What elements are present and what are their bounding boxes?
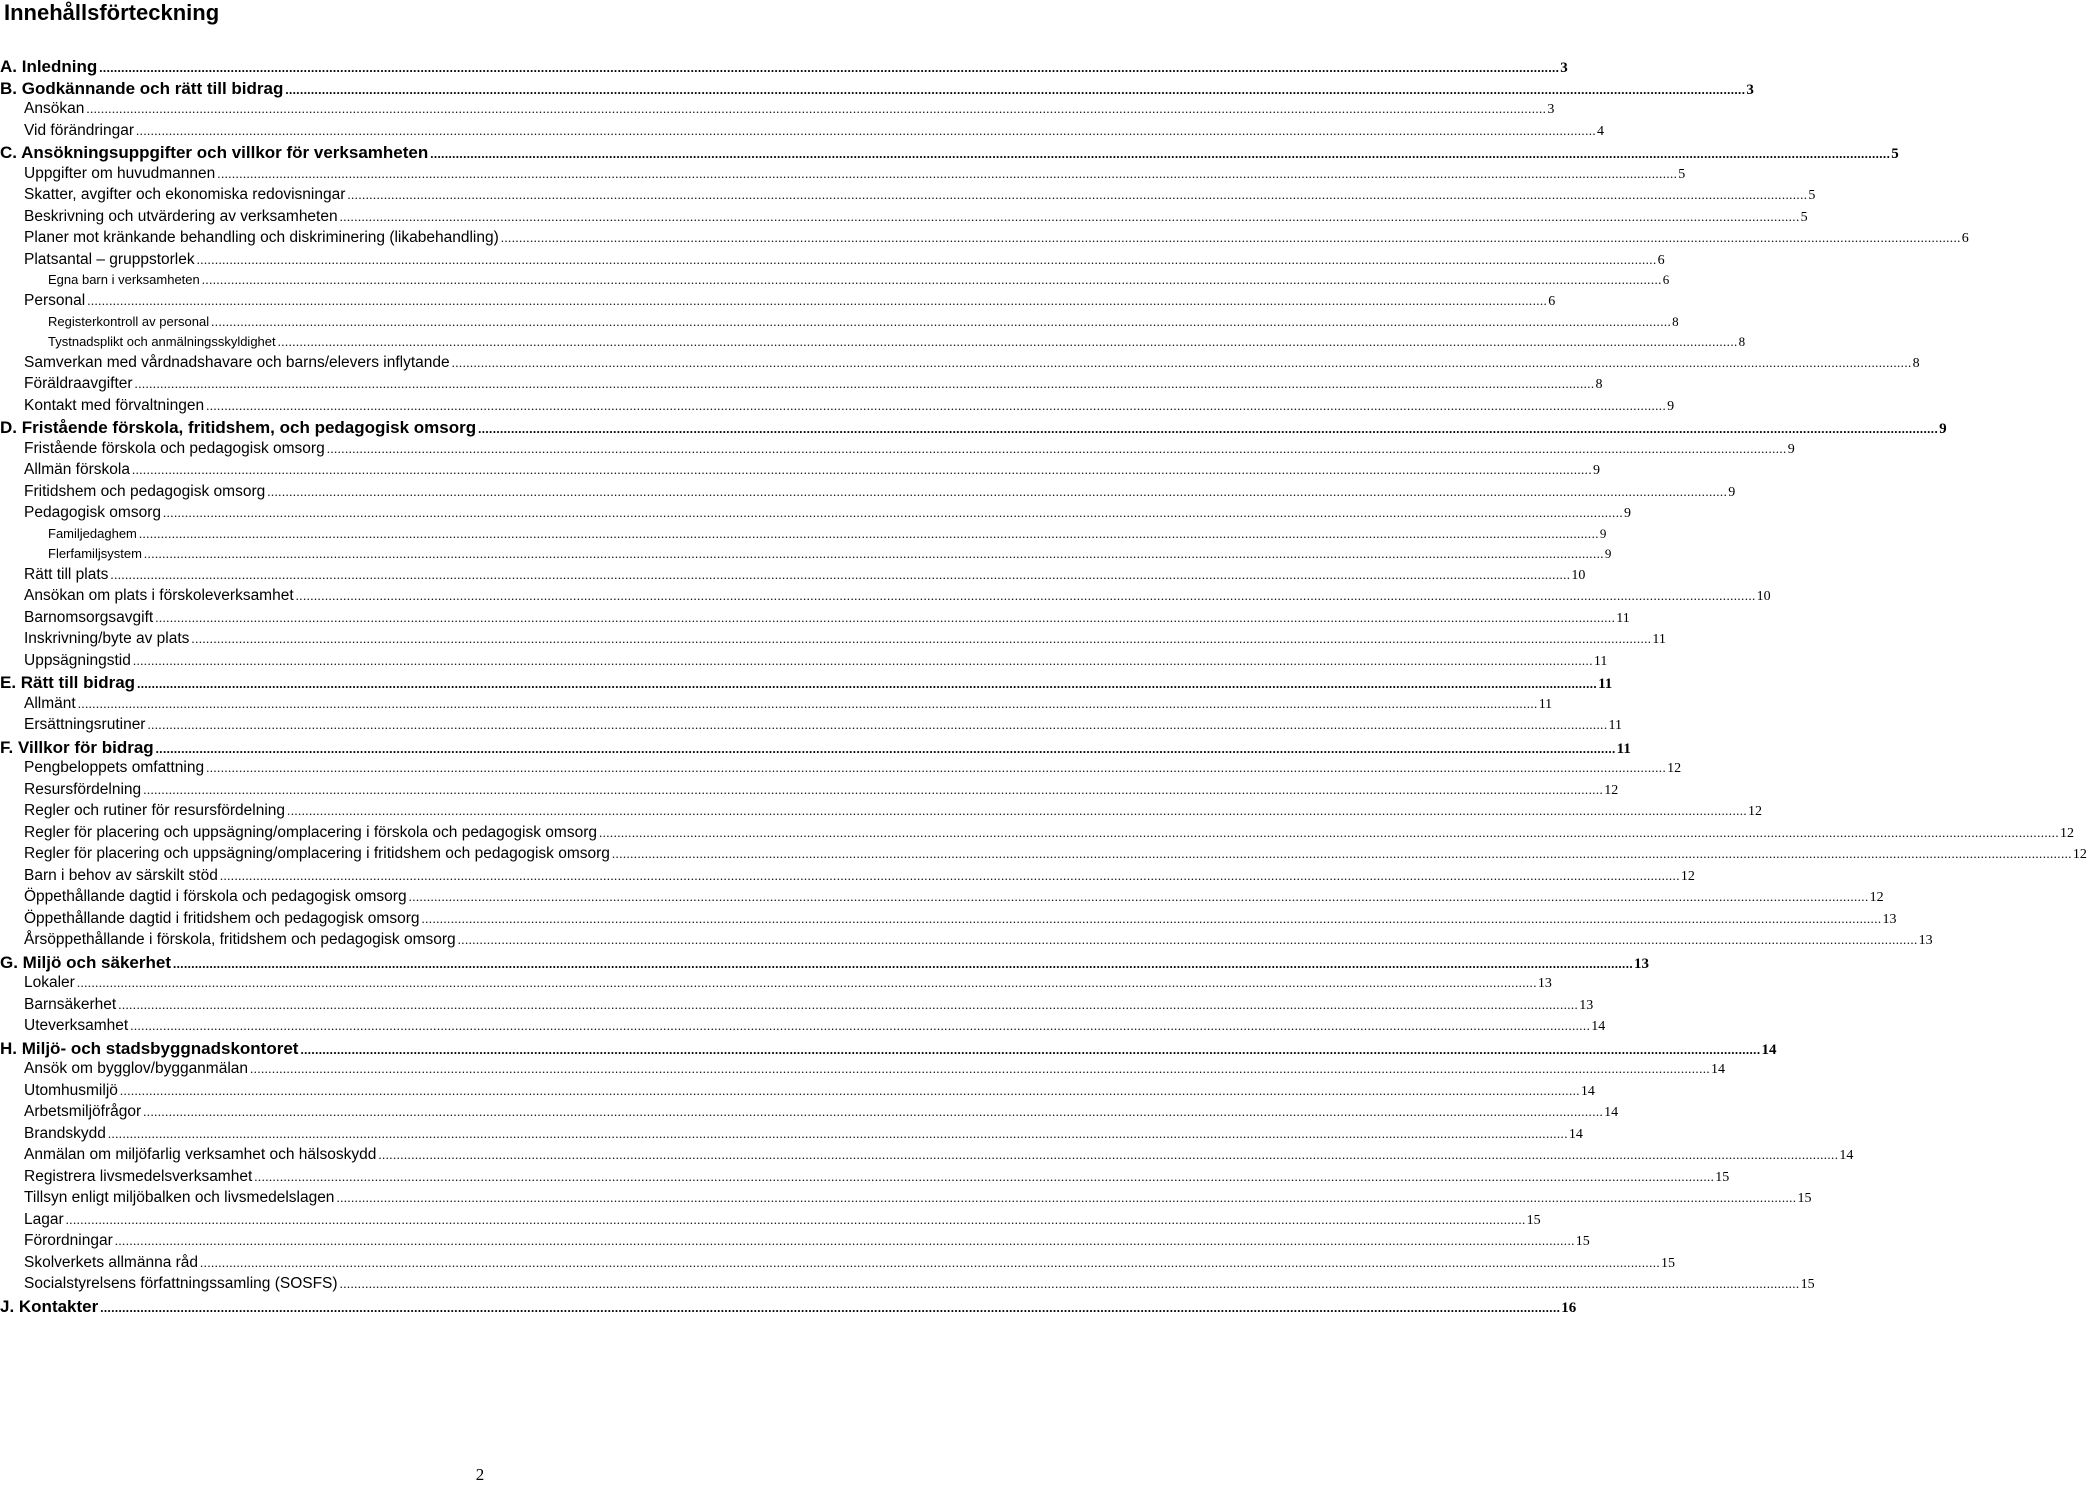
toc-entry-label: Vid förändringar — [24, 121, 135, 139]
toc-entry-page: 15 — [1526, 1212, 1541, 1228]
dot-leader: ................................................................................................................................................................................................................................................................................................................................................................................................................ — [336, 1190, 1797, 1205]
table-of-contents — [0, 57, 2087, 1318]
toc-entry[interactable] — [0, 888, 1884, 910]
toc-entry-label: Egna barn i verksamheten — [48, 272, 200, 287]
toc-entry-label: Samverkan med vårdnadshavare och barns/elevers inflytande — [24, 353, 450, 371]
toc-entry-page: 5 — [1800, 209, 1808, 225]
dot-leader: ................................................................................................................................................................................................................................................................................................................................................................................................................ — [201, 272, 1662, 287]
toc-entry-label: Tystnadsplikt och anmälningsskyldighet — [48, 333, 276, 349]
dot-leader: ................................................................................................................................................................................................................................................................................................................................................................................................................ — [250, 1061, 1711, 1076]
toc-entry-label: Familjedaghem — [48, 525, 137, 541]
toc-entry-page: 14 — [1580, 1083, 1595, 1099]
toc-entry[interactable] — [0, 482, 1736, 505]
toc-entry-page: 13 — [1634, 955, 1649, 972]
toc-entry-page: 12 — [2059, 825, 2074, 841]
toc-entry-label: Allmän förskola — [24, 461, 130, 478]
dot-leader: ................................................................................................................................................................................................................................................................................................................................................................................................................ — [300, 1041, 1761, 1057]
toc-entry[interactable] — [0, 1060, 1726, 1082]
toc-entry[interactable] — [0, 1210, 1541, 1233]
toc-entry-label: Tillsyn enligt miljöbalken och livsmedelslagen — [24, 1189, 335, 1206]
toc-entry[interactable] — [0, 504, 1631, 526]
dot-leader: ................................................................................................................................................................................................................................................................................................................................................................................................................ — [191, 631, 1652, 646]
dot-leader: ................................................................................................................................................................................................................................................................................................................................................................................................................ — [217, 165, 1678, 181]
toc-entry[interactable] — [0, 1167, 1730, 1190]
dot-leader: ................................................................................................................................................................................................................................................................................................................................................................................................................ — [136, 122, 1597, 138]
toc-entry[interactable] — [0, 250, 1665, 273]
toc-entry[interactable] — [0, 608, 1630, 631]
dot-leader: ................................................................................................................................................................................................................................................................................................................................................................................................................ — [254, 1168, 1715, 1184]
toc-entry-page: 12 — [1869, 890, 1884, 905]
toc-entry-label: Anmälan om miljöfarlig verksamhet och hälsoskydd — [24, 1146, 377, 1163]
toc-entry[interactable] — [0, 1253, 1676, 1276]
toc-entry-page: 16 — [1561, 1299, 1577, 1316]
toc-entry-label: Ansökan — [24, 100, 85, 117]
toc-entry[interactable] — [0, 333, 1746, 354]
toc-entry[interactable] — [0, 759, 1682, 781]
dot-leader: ................................................................................................................................................................................................................................................................................................................................................................................................................ — [598, 824, 2059, 840]
toc-entry-page: 9 — [1667, 398, 1675, 414]
toc-entry[interactable] — [0, 1296, 1577, 1319]
dot-leader: ................................................................................................................................................................................................................................................................................................................................................................................................................ — [378, 1147, 1839, 1162]
toc-entry-page: 15 — [1797, 1191, 1812, 1206]
dot-leader: ................................................................................................................................................................................................................................................................................................................................................................................................................ — [500, 230, 1961, 245]
toc-entry-label: E. Rätt till bidrag — [0, 673, 136, 692]
dot-leader: ................................................................................................................................................................................................................................................................................................................................................................................................................ — [611, 846, 2072, 861]
dot-leader: ................................................................................................................................................................................................................................................................................................................................................................................................................ — [277, 333, 1738, 349]
toc-entry[interactable] — [0, 651, 1608, 674]
dot-leader: ................................................................................................................................................................................................................................................................................................................................................................................................................ — [287, 803, 1748, 818]
toc-entry-page: 10 — [1756, 589, 1771, 604]
toc-entry-label: Resursfördelning — [24, 780, 142, 798]
toc-entry-page: 13 — [1918, 933, 1933, 948]
toc-entry-label: Öppethållande dagtid i förskola och pedagogisk omsorg — [24, 888, 407, 905]
toc-entry[interactable] — [0, 164, 1686, 187]
toc-entry-label: Uppsägningstid — [24, 651, 131, 669]
toc-entry-label: H. Miljö- och stadsbyggnadskontoret — [0, 1038, 299, 1058]
toc-entry[interactable] — [0, 229, 1969, 251]
toc-entry-page: 6 — [1657, 252, 1665, 268]
toc-entry-label: Utomhusmiljö — [24, 1081, 118, 1099]
toc-entry-page: 15 — [1800, 1277, 1815, 1292]
toc-entry-page: 12 — [1667, 761, 1682, 776]
toc-entry-page: 15 — [1715, 1169, 1730, 1185]
dot-leader: ................................................................................................................................................................................................................................................................................................................................................................................................................ — [131, 462, 1592, 477]
toc-entry[interactable] — [0, 100, 1555, 122]
toc-entry[interactable] — [0, 313, 1679, 334]
toc-entry[interactable] — [0, 845, 2087, 867]
toc-entry-label: Socialstyrelsens författningssamling (SOSFS) — [24, 1275, 338, 1292]
toc-entry-label: Årsöppethållande i förskola, fritidshem och pedagogisk omsorg — [24, 931, 456, 948]
toc-entry[interactable] — [0, 673, 1613, 695]
toc-entry[interactable] — [0, 121, 1605, 144]
dot-leader: ................................................................................................................................................................................................................................................................................................................................................................................................................ — [107, 1125, 1568, 1141]
toc-entry-page: 6 — [1548, 294, 1556, 309]
dot-leader: ................................................................................................................................................................................................................................................................................................................................................................................................................ — [143, 781, 1604, 797]
toc-entry-label: Beskrivning och utvärdering av verksamheten — [24, 207, 338, 225]
toc-entry-page: 3 — [1746, 81, 1754, 98]
toc-entry-label: Uppgifter om huvudmannen — [24, 164, 216, 182]
toc-entry[interactable] — [0, 630, 1666, 652]
toc-entry-page: 8 — [1672, 313, 1679, 329]
toc-entry-label: Flerfamiljsystem — [48, 545, 142, 561]
toc-entry[interactable] — [0, 1275, 1815, 1297]
toc-entry[interactable] — [0, 57, 1568, 79]
page-number: 2 — [475, 1465, 485, 1484]
toc-entry[interactable] — [0, 737, 1631, 760]
toc-entry-page: 12 — [1748, 804, 1763, 819]
toc-entry[interactable] — [0, 1232, 1590, 1254]
dot-leader: ................................................................................................................................................................................................................................................................................................................................................................................................................ — [173, 955, 1633, 971]
toc-entry[interactable] — [0, 952, 1649, 975]
toc-entry[interactable] — [0, 587, 1771, 609]
toc-entry[interactable] — [0, 186, 1816, 208]
toc-entry-page: 14 — [1604, 1105, 1619, 1120]
toc-entry-label: Barnsäkerhet — [24, 995, 117, 1013]
dot-leader: ................................................................................................................................................................................................................................................................................................................................................................................................................ — [421, 910, 1882, 926]
toc-entry-page: 11 — [1538, 696, 1553, 712]
toc-entry[interactable] — [0, 1124, 1583, 1147]
toc-entry-page: 8 — [1912, 355, 1920, 371]
toc-entry[interactable] — [0, 78, 1754, 101]
toc-entry[interactable] — [0, 418, 1947, 440]
toc-entry-page: 6 — [1961, 231, 1969, 246]
toc-entry[interactable] — [0, 823, 2074, 846]
toc-entry-page: 15 — [1661, 1255, 1676, 1271]
dot-leader: ................................................................................................................................................................................................................................................................................................................................................................................................................ — [457, 932, 1918, 947]
toc-entry-label: Öppethållande dagtid i fritidshem och pedagogisk omsorg — [24, 909, 420, 927]
toc-entry-label: C. Ansökningsuppgifter och villkor för verksamheten — [0, 143, 429, 162]
dot-leader: ................................................................................................................................................................................................................................................................................................................................................................................................................ — [134, 376, 1595, 391]
toc-entry-label: Barnomsorgsavgift — [24, 608, 154, 626]
dot-leader: ................................................................................................................................................................................................................................................................................................................................................................................................................ — [118, 996, 1579, 1012]
toc-entry[interactable] — [0, 995, 1594, 1018]
toc-entry-label: F. Villkor för bidrag — [0, 737, 154, 757]
toc-entry-page: 5 — [1808, 188, 1816, 203]
dot-leader: ................................................................................................................................................................................................................................................................................................................................................................................................................ — [219, 867, 1680, 883]
dot-leader: ................................................................................................................................................................................................................................................................................................................................................................................................................ — [408, 889, 1869, 904]
toc-entry[interactable] — [0, 780, 1619, 803]
toc-entry[interactable] — [0, 461, 1600, 483]
toc-entry-page: 11 — [1593, 653, 1608, 669]
dot-leader: ................................................................................................................................................................................................................................................................................................................................................................................................................ — [143, 1104, 1604, 1119]
toc-entry-page: 11 — [1598, 676, 1613, 692]
toc-entry-page: 13 — [1579, 997, 1594, 1013]
toc-entry[interactable] — [0, 694, 1553, 717]
dot-leader: ................................................................................................................................................................................................................................................................................................................................................................................................................ — [267, 483, 1728, 499]
toc-entry-page: 11 — [1616, 610, 1630, 626]
toc-entry-label: Allmänt — [24, 694, 76, 712]
toc-entry-label: Personal — [24, 292, 86, 309]
dot-leader: ................................................................................................................................................................................................................................................................................................................................................................................................................ — [326, 440, 1787, 456]
toc-entry-label: Ansökan om plats i förskoleverksamhet — [24, 587, 294, 604]
toc-entry-page: 6 — [1662, 272, 1670, 287]
toc-entry-label: Ansök om bygglov/bygganmälan — [24, 1060, 249, 1077]
toc-entry-page: 13 — [1537, 976, 1552, 991]
toc-entry-page: 3 — [1560, 60, 1568, 76]
toc-entry-label: Regler för placering och uppsägning/omplacering i förskola och pedagogisk omsorg — [24, 823, 597, 841]
dot-leader: ................................................................................................................................................................................................................................................................................................................................................................................................................ — [196, 251, 1657, 267]
toc-entry-label: Regler och rutiner för resursfördelning — [24, 802, 286, 819]
toc-entry[interactable] — [0, 909, 1897, 932]
toc-entry-page: 12 — [1604, 782, 1619, 798]
toc-entry[interactable] — [0, 353, 1920, 376]
toc-entry-label: G. Miljö och säkerhet — [0, 952, 171, 972]
toc-entry[interactable] — [0, 272, 1670, 292]
toc-entry[interactable] — [0, 439, 1795, 462]
toc-entry-page: 14 — [1591, 1019, 1606, 1034]
dot-leader: ................................................................................................................................................................................................................................................................................................................................................................................................................ — [147, 717, 1608, 732]
toc-entry-label: J. Kontakter — [0, 1296, 99, 1316]
dot-leader: ................................................................................................................................................................................................................................................................................................................................................................................................................ — [100, 1299, 1561, 1315]
toc-entry-page: 12 — [1680, 868, 1695, 884]
toc-entry-page: 9 — [1939, 421, 1947, 437]
toc-entry-page: 10 — [1571, 567, 1586, 583]
toc-entry-label: Skatter, avgifter och ekonomiska redovisningar — [24, 186, 346, 203]
toc-entry-page: 13 — [1882, 911, 1897, 927]
toc-entry-label: Fritidshem och pedagogisk omsorg — [24, 482, 266, 500]
toc-entry-label: Inskrivning/byte av plats — [24, 630, 190, 647]
toc-entry-label: Rätt till plats — [24, 565, 109, 583]
dot-leader: ................................................................................................................................................................................................................................................................................................................................................................................................................ — [206, 397, 1667, 413]
dot-leader: ................................................................................................................................................................................................................................................................................................................................................................................................................ — [143, 545, 1604, 561]
dot-leader: ................................................................................................................................................................................................................................................................................................................................................................................................................ — [99, 60, 1560, 75]
toc-entry-page: 9 — [1592, 463, 1600, 478]
toc-entry-label: Brandskydd — [24, 1124, 106, 1142]
toc-entry-label: Skolverkets allmänna råd — [24, 1253, 199, 1271]
toc-entry-label: Arbetsmiljöfrågor — [24, 1103, 142, 1120]
dot-leader: ................................................................................................................................................................................................................................................................................................................................................................................................................ — [163, 505, 1623, 520]
toc-entry-label: Platsantal – gruppstorlek — [24, 250, 195, 268]
toc-entry-page: 9 — [1728, 484, 1736, 500]
toc-title: Innehållsförteckning — [4, 0, 220, 25]
dot-leader: ................................................................................................................................................................................................................................................................................................................................................................................................................ — [65, 1211, 1526, 1227]
dot-leader: ................................................................................................................................................................................................................................................................................................................................................................................................................ — [76, 975, 1537, 990]
dot-leader: ................................................................................................................................................................................................................................................................................................................................................................................................................ — [295, 588, 1756, 603]
dot-leader: ................................................................................................................................................................................................................................................................................................................................................................................................................ — [138, 525, 1599, 541]
toc-entry-page: 14 — [1711, 1062, 1726, 1077]
toc-entry[interactable] — [0, 1103, 1619, 1125]
toc-entry-page: 4 — [1597, 123, 1605, 139]
dot-leader: ................................................................................................................................................................................................................................................................................................................................................................................................................ — [110, 566, 1571, 582]
toc-entry-label: Regler för placering och uppsägning/omplacering i fritidshem och pedagogisk omsorg — [24, 845, 610, 862]
dot-leader: ................................................................................................................................................................................................................................................................................................................................................................................................................ — [200, 1254, 1661, 1270]
toc-entry-label: Lokaler — [24, 974, 75, 991]
dot-leader: ................................................................................................................................................................................................................................................................................................................................................................................................................ — [87, 293, 1548, 308]
dot-leader: ................................................................................................................................................................................................................................................................................................................................................................................................................ — [119, 1082, 1580, 1098]
toc-entry[interactable] — [0, 802, 1763, 824]
toc-entry-page: 14 — [1839, 1148, 1854, 1163]
dot-leader: ................................................................................................................................................................................................................................................................................................................................................................................................................ — [430, 146, 1891, 161]
toc-entry[interactable] — [0, 931, 1933, 953]
toc-entry-page: 5 — [1891, 146, 1899, 162]
dot-leader: ................................................................................................................................................................................................................................................................................................................................................................................................................ — [137, 676, 1598, 691]
toc-entry-label: Registerkontroll av personal — [48, 313, 210, 329]
toc-entry[interactable] — [0, 545, 1612, 566]
toc-entry[interactable] — [0, 396, 1675, 419]
toc-entry-label: B. Godkännande och rätt till bidrag — [0, 78, 284, 98]
toc-entry[interactable] — [0, 525, 1607, 546]
toc-entry-page: 14 — [1568, 1126, 1583, 1142]
dot-leader: ................................................................................................................................................................................................................................................................................................................................................................................................................ — [130, 1018, 1591, 1033]
toc-entry[interactable] — [0, 143, 1899, 165]
toc-entry-page: 8 — [1595, 377, 1603, 392]
toc-entry-label: Kontakt med förvaltningen — [24, 396, 205, 414]
toc-entry-label: Fristående förskola och pedagogisk omsorg — [24, 439, 325, 457]
toc-entry[interactable] — [0, 974, 1552, 996]
dot-leader: ................................................................................................................................................................................................................................................................................................................................................................................................................ — [339, 1276, 1800, 1291]
toc-entry-label: Uteverksamhet — [24, 1017, 129, 1034]
toc-entry-label: Föräldraavgifter — [24, 375, 133, 392]
toc-entry-page: 9 — [1787, 441, 1795, 457]
toc-entry-page: 11 — [1652, 632, 1666, 647]
toc-entry-page: 15 — [1575, 1234, 1590, 1249]
toc-entry-label: Förordningar — [24, 1232, 113, 1249]
toc-entry-page: 14 — [1761, 1041, 1777, 1058]
dot-leader: ................................................................................................................................................................................................................................................................................................................................................................................................................ — [285, 81, 1746, 97]
toc-entry-label: Lagar — [24, 1210, 64, 1228]
toc-entry[interactable] — [0, 565, 1586, 588]
toc-entry[interactable] — [0, 1081, 1595, 1104]
toc-entry[interactable] — [0, 1189, 1812, 1211]
toc-entry[interactable] — [0, 866, 1695, 889]
toc-entry-page: 5 — [1678, 166, 1686, 182]
toc-entry-label: D. Fristående förskola, fritidshem, och pedagogisk omsorg — [0, 418, 477, 437]
dot-leader: ................................................................................................................................................................................................................................................................................................................................................................................................................ — [114, 1233, 1575, 1248]
toc-entry-label: Registrera livsmedelsverksamhet — [24, 1167, 253, 1185]
toc-entry-page: 9 — [1599, 525, 1607, 541]
toc-entry-page: 9 — [1604, 545, 1612, 561]
dot-leader: ................................................................................................................................................................................................................................................................................................................................................................................................................ — [155, 609, 1616, 625]
dot-leader: ................................................................................................................................................................................................................................................................................................................................................................................................................ — [347, 187, 1808, 202]
dot-leader: ................................................................................................................................................................................................................................................................................................................................................................................................................ — [451, 354, 1912, 370]
toc-entry-label: Pedagogisk omsorg — [24, 504, 161, 521]
toc-entry[interactable] — [0, 1017, 1606, 1039]
dot-leader: ................................................................................................................................................................................................................................................................................................................................................................................................................ — [86, 101, 1547, 116]
toc-entry[interactable] — [0, 292, 1556, 314]
toc-entry[interactable] — [0, 207, 1808, 230]
dot-leader: ................................................................................................................................................................................................................................................................................................................................................................................................................ — [211, 313, 1672, 329]
toc-entry[interactable] — [0, 716, 1622, 738]
toc-entry-page: 12 — [2072, 847, 2087, 862]
dot-leader: ................................................................................................................................................................................................................................................................................................................................................................................................................ — [339, 208, 1800, 224]
dot-leader: ................................................................................................................................................................................................................................................................................................................................................................................................................ — [155, 740, 1616, 756]
toc-entry-page: 3 — [1547, 102, 1555, 117]
toc-entry-label: Pengbeloppets omfattning — [24, 759, 205, 776]
dot-leader: ................................................................................................................................................................................................................................................................................................................................................................................................................ — [77, 695, 1538, 711]
dot-leader: ................................................................................................................................................................................................................................................................................................................................................................................................................ — [132, 652, 1593, 668]
dot-leader: ................................................................................................................................................................................................................................................................................................................................................................................................................ — [478, 421, 1939, 436]
toc-entry-label: Barn i behov av särskilt stöd — [24, 866, 218, 884]
toc-entry-page: 11 — [1616, 740, 1631, 757]
toc-entry[interactable] — [0, 375, 1603, 397]
toc-entry-label: A. Inledning — [0, 57, 98, 76]
toc-entry[interactable] — [0, 1146, 1854, 1168]
dot-leader: ................................................................................................................................................................................................................................................................................................................................................................................................................ — [206, 760, 1667, 775]
toc-entry-page: 11 — [1608, 718, 1622, 733]
toc-entry-label: Planer mot kränkande behandling och diskriminering (likabehandling) — [24, 229, 499, 246]
toc-entry-page: 8 — [1738, 333, 1746, 349]
toc-entry-page: 9 — [1624, 506, 1631, 521]
toc-entry[interactable] — [0, 1038, 1777, 1061]
toc-entry-label: Ersättningsrutiner — [24, 716, 146, 733]
